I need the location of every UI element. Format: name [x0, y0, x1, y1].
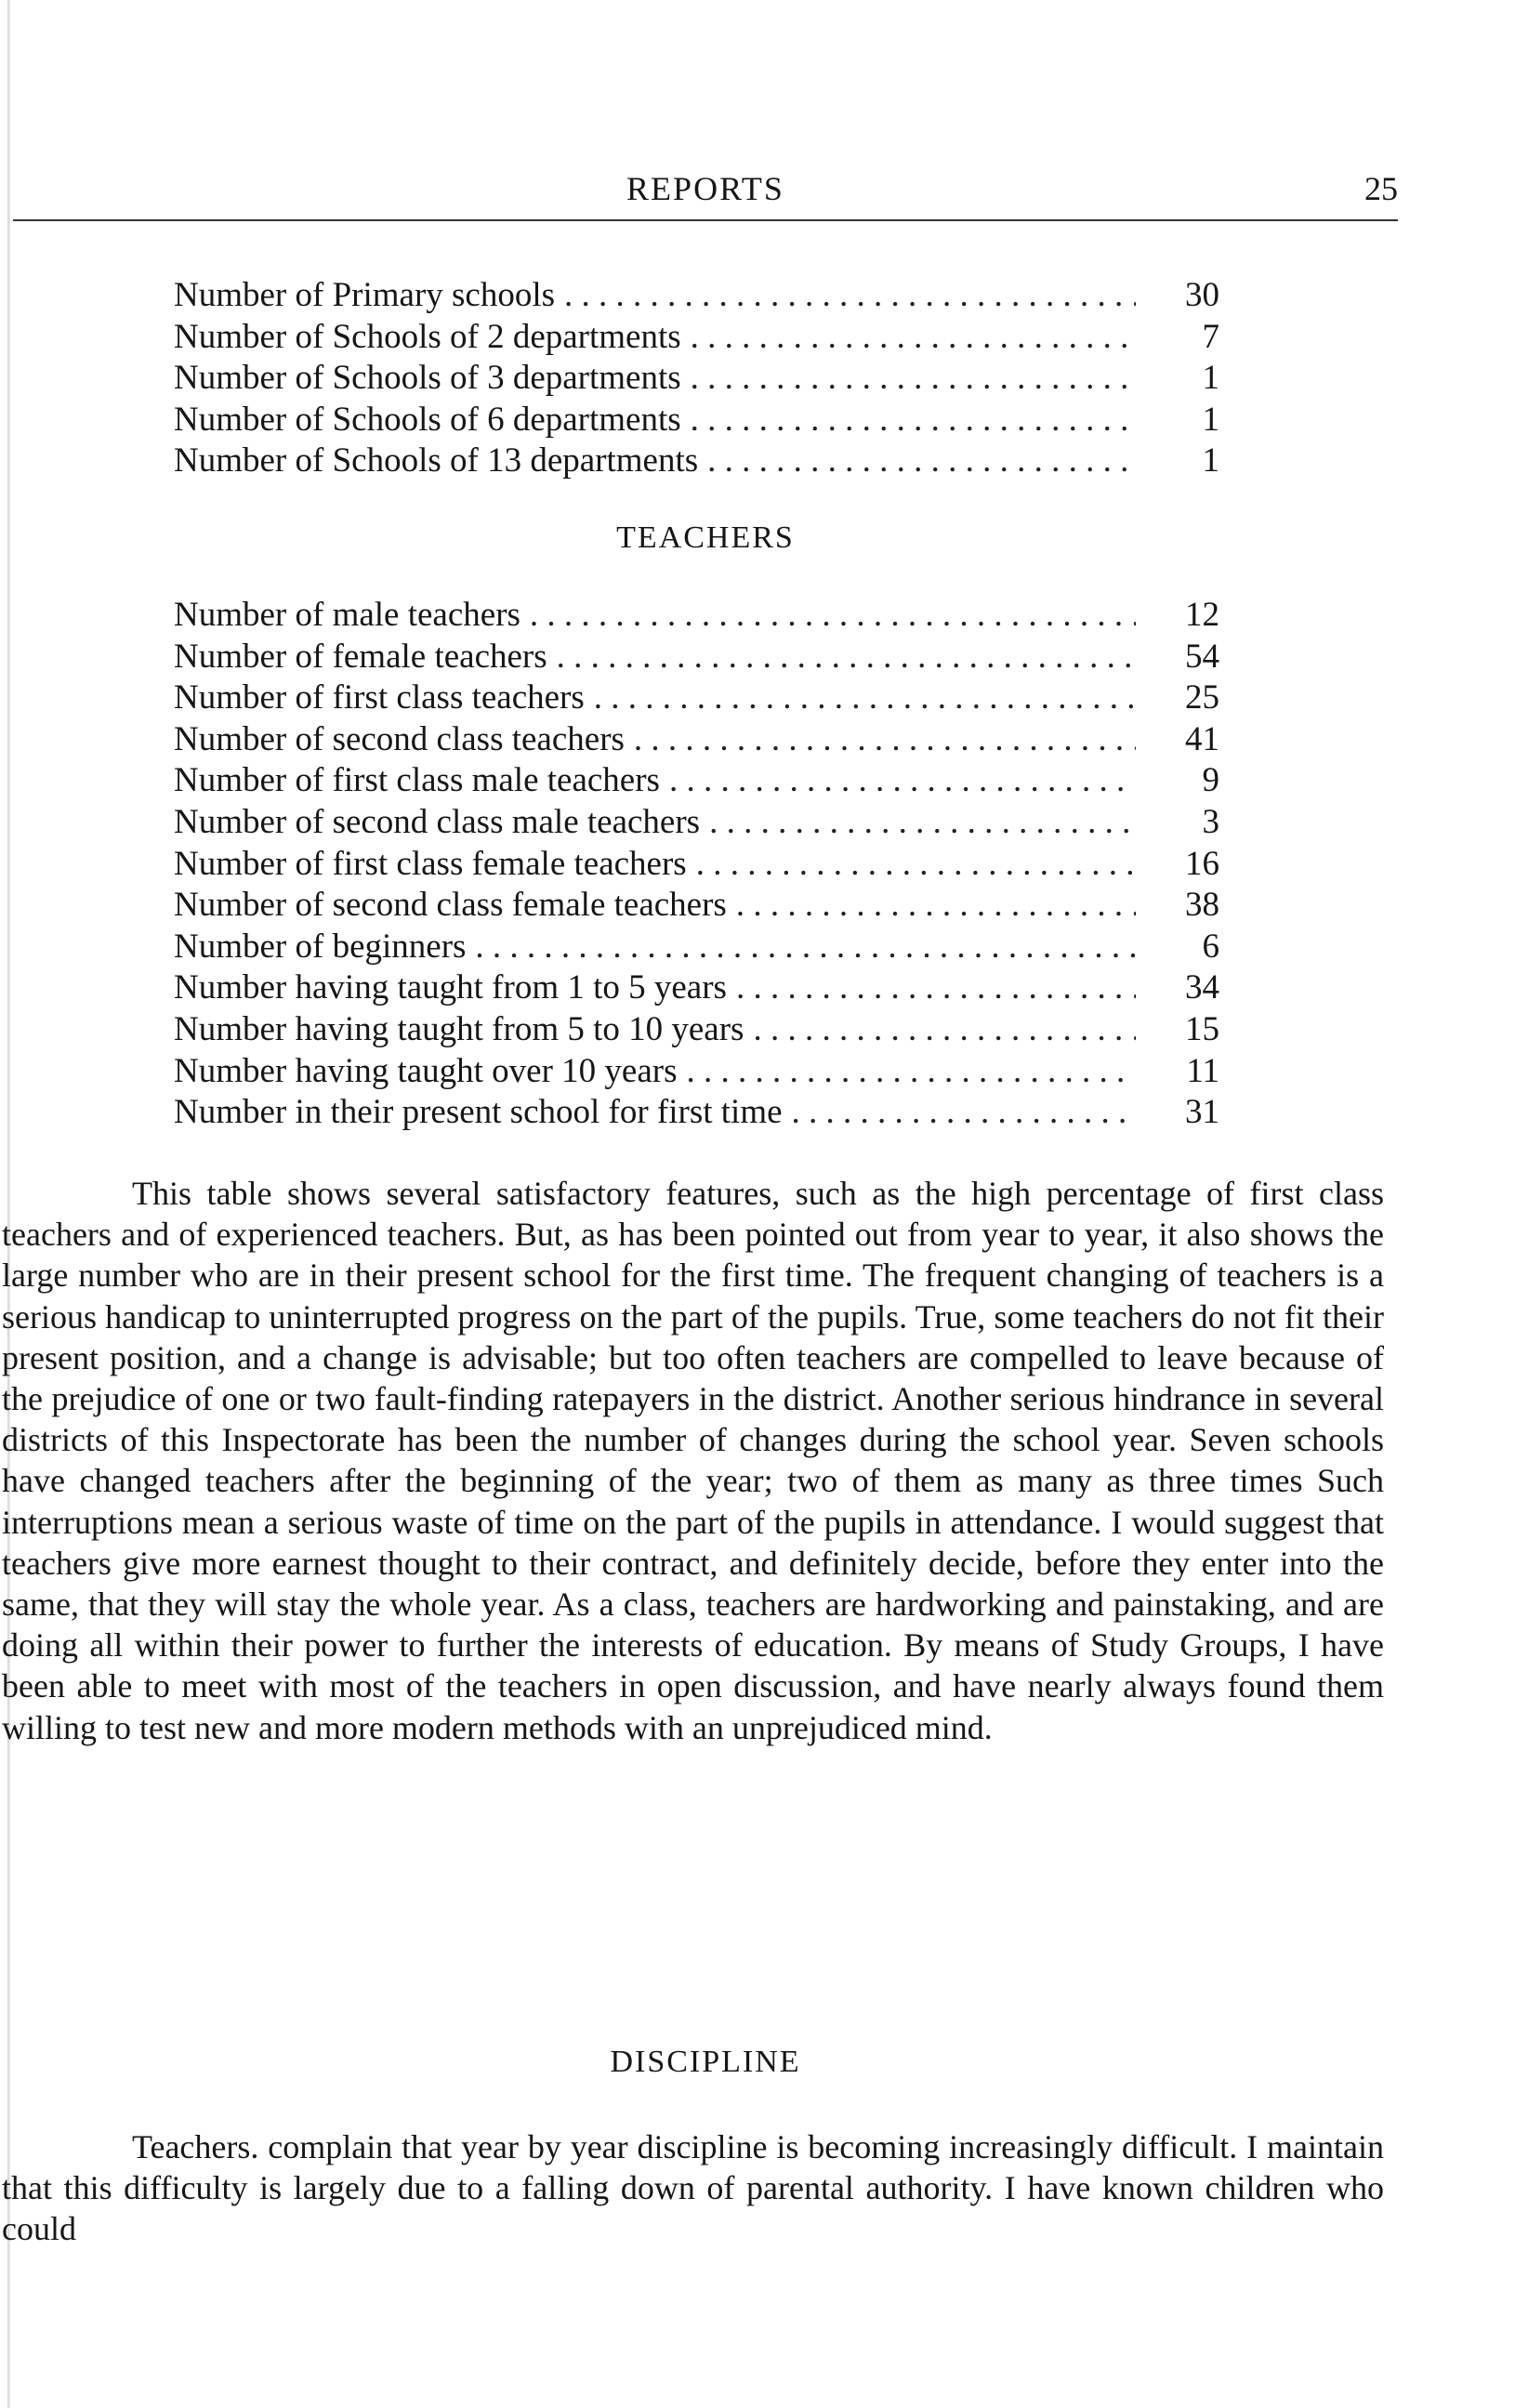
page-header — [13, 165, 1398, 221]
list-item — [174, 927, 1219, 968]
dot-leader — [475, 927, 1136, 968]
item-label: Number of Schools of 6 departments — [174, 400, 681, 439]
dot-leader — [634, 719, 1136, 761]
schools-list — [174, 275, 1219, 482]
list-item — [174, 400, 1219, 441]
item-label: Number of first class teachers — [174, 678, 585, 717]
item-label: Number of second class male teachers — [174, 802, 701, 841]
dot-leader — [736, 967, 1136, 1009]
dot-leader — [594, 678, 1136, 719]
item-label: Number having taught from 1 to 5 years — [174, 968, 727, 1007]
section-heading-discipline: DISCIPLINE — [610, 2045, 801, 2079]
item-value: 6 — [1202, 927, 1219, 966]
paragraph-text: This table shows several satisfactory features, such as the high percentage of first class teachers and of experienced teachers. But, as has been pointed out from year to year, it also shows the large number who are in their present school for the first time. The frequent changing of teachers is a serious handicap to uninterrupted progress on the part of the pupils. True, some teachers do not fit their present position, and a change is advisable; but too often teachers are compelled to leave because of the prejudice of one or two fault-finding ratepayers in the district. Another serious hindrance in several districts of this Inspectorate has been the number of changes during the school year. Seven schools have changed teachers after the beginning of the year; two of them as many as three times Such interruptions mean a serious waste of time on the part of the pupils in attendance. I would suggest that teachers give more earnest thought to their contract, and definitely decide, before they enter into the same, that they will stay the whole year. As a class, teachers are hardworking and painstaking, and are doing all within their power to further the interests of education. By means of Study Groups, I have been able to meet with most of the teachers in open discussion, and have nearly always found them willing to test new and more modern methods with an unprejudiced mind. — [2, 1175, 1384, 1746]
list-item — [174, 967, 1219, 1009]
item-label: Number of beginners — [174, 927, 467, 966]
list-item — [174, 885, 1219, 927]
item-value: 41 — [1185, 719, 1219, 758]
dot-leader — [696, 844, 1136, 886]
item-value: 34 — [1185, 968, 1219, 1007]
list-item — [174, 1092, 1219, 1134]
running-head: REPORTS — [626, 170, 784, 207]
item-label: Number having taught from 5 to 10 years — [174, 1009, 744, 1048]
dot-leader — [691, 400, 1136, 441]
dot-leader — [736, 885, 1136, 927]
body-paragraph — [2, 1173, 1384, 1748]
item-label: Number in their present school for first time — [174, 1093, 783, 1132]
list-item — [174, 441, 1219, 482]
dot-leader — [564, 275, 1136, 317]
dot-leader — [691, 358, 1136, 400]
item-label: Number of second class female teachers — [174, 886, 727, 925]
list-item — [174, 719, 1219, 761]
paragraph-text: Teachers. complain that year by year discipline is becoming increasingly difficult. I maintain that this difficulty is largely due to a falling down of parental authority. I have known children who could — [2, 2128, 1384, 2248]
item-label: Number of Primary schools — [174, 276, 556, 314]
body-paragraph — [2, 2126, 1384, 2250]
item-value: 11 — [1186, 1051, 1219, 1090]
item-value: 25 — [1185, 678, 1219, 717]
item-label: Number of Schools of 3 departments — [174, 359, 681, 398]
list-item — [174, 358, 1219, 400]
list-item — [174, 760, 1219, 802]
item-value: 9 — [1202, 761, 1219, 800]
item-label: Number of first class male teachers — [174, 761, 660, 800]
dot-leader — [530, 595, 1136, 637]
item-value: 30 — [1185, 276, 1219, 314]
dot-leader — [687, 1051, 1137, 1093]
page-number: 25 — [1364, 170, 1398, 207]
item-label: Number of Schools of 13 departments — [174, 441, 699, 480]
item-label: Number of Schools of 2 departments — [174, 317, 681, 356]
list-item — [174, 595, 1219, 637]
item-label: Number having taught over 10 years — [174, 1051, 678, 1090]
item-value: 3 — [1202, 802, 1219, 841]
item-value: 38 — [1185, 886, 1219, 925]
list-item — [174, 844, 1219, 886]
list-item — [174, 317, 1219, 359]
dot-leader — [792, 1092, 1136, 1134]
dot-leader — [691, 317, 1136, 359]
item-value: 54 — [1185, 637, 1219, 676]
item-value: 12 — [1185, 596, 1219, 634]
list-item — [174, 637, 1219, 678]
list-item — [174, 1051, 1219, 1093]
item-value: 31 — [1185, 1093, 1219, 1132]
item-label: Number of female teachers — [174, 637, 547, 676]
item-label: Number of male teachers — [174, 596, 520, 634]
item-value: 16 — [1185, 844, 1219, 883]
list-item — [174, 275, 1219, 317]
item-value: 1 — [1202, 441, 1219, 480]
list-item — [174, 678, 1219, 719]
item-value: 15 — [1185, 1009, 1219, 1048]
list-item — [174, 1009, 1219, 1051]
list-item — [174, 802, 1219, 844]
dot-leader — [753, 1009, 1136, 1051]
dot-leader — [707, 441, 1136, 482]
teachers-list — [174, 595, 1219, 1134]
dot-leader — [557, 637, 1136, 678]
item-value: 7 — [1202, 317, 1219, 356]
item-label: Number of second class teachers — [174, 719, 625, 758]
dot-leader — [709, 802, 1136, 844]
item-label: Number of first class female teachers — [174, 844, 687, 883]
header-rule — [13, 219, 1398, 221]
dot-leader — [669, 760, 1136, 802]
item-value: 1 — [1202, 359, 1219, 398]
item-value: 1 — [1202, 400, 1219, 439]
section-heading-teachers: TEACHERS — [616, 520, 795, 555]
